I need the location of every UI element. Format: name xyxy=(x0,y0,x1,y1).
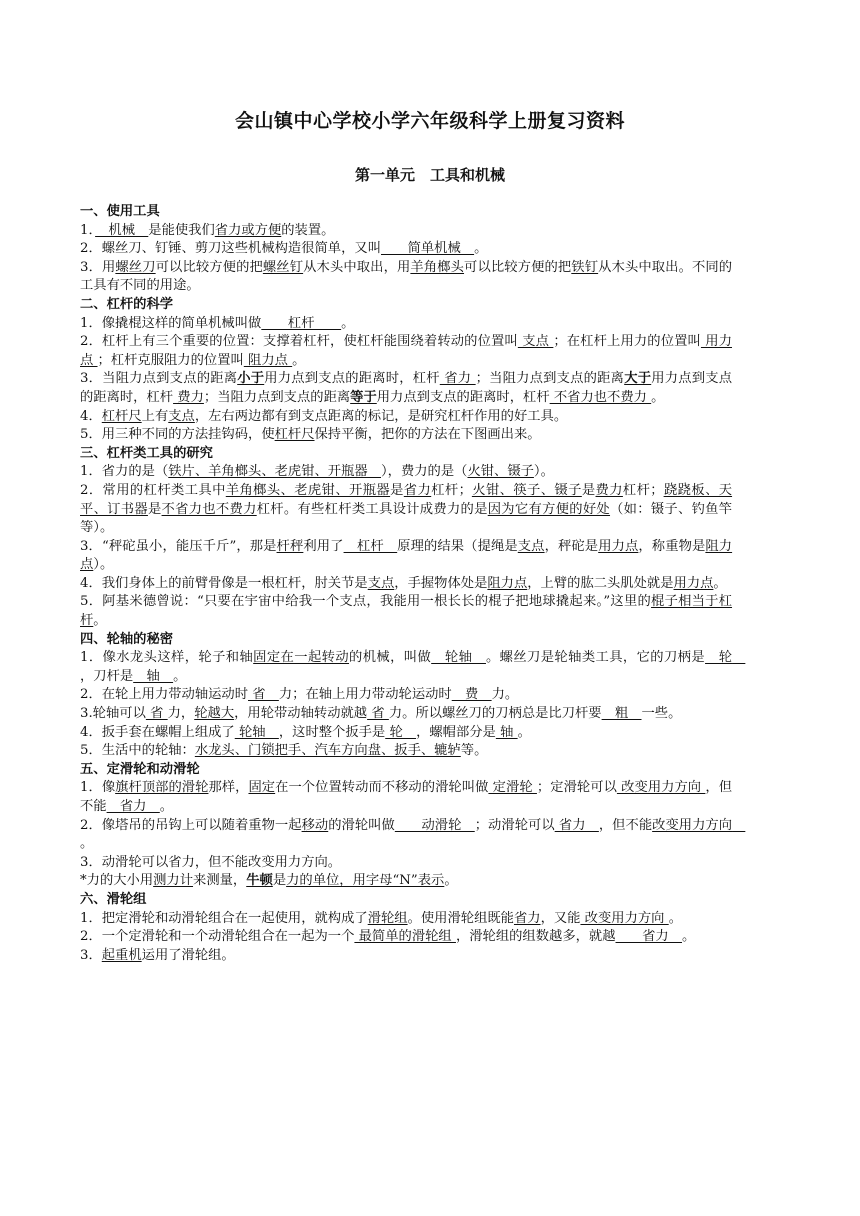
section-paragraph xyxy=(80,742,732,761)
answer-text: 旗杆顶部的滑轮 xyxy=(115,780,209,796)
section-paragraph xyxy=(80,779,732,816)
text-run: ，刀杆是 xyxy=(80,668,134,684)
text-run: 1．省力的是（ xyxy=(80,464,169,480)
text-run: 。 xyxy=(444,873,458,889)
text-run: ，上臂的肱二头肌处就是 xyxy=(527,575,674,591)
section-heading: 一、使用工具 xyxy=(80,204,160,219)
answer-text: 粗 xyxy=(601,706,642,722)
answer-text: 省力 xyxy=(106,799,160,814)
answer-text: 固定在一起转动 xyxy=(253,650,350,666)
text-run: 。 xyxy=(668,910,682,926)
text-run: 运用了滑轮组。 xyxy=(141,947,235,963)
answer-text: 轮越大 xyxy=(194,706,235,722)
text-run: （如：镊子、钓鱼竿等）。 xyxy=(80,501,733,536)
answer-text: 省 xyxy=(145,706,168,722)
section-paragraph xyxy=(80,817,746,854)
answer-text: 火钳、筷子、镊子 xyxy=(471,482,582,498)
text-run: ，又能 xyxy=(540,910,581,926)
text-run: ，但不能 xyxy=(80,780,733,814)
page-title: 会山镇中心学校小学六年级科学上册复习资料 xyxy=(234,110,625,132)
text-run: ；当阻力点到支点的距离 xyxy=(475,371,625,387)
text-run: 的滑轮叫做 xyxy=(328,817,395,833)
text-run: 可以比较方便的把 xyxy=(155,259,263,275)
text-run: 一些。 xyxy=(641,706,682,722)
answer-text: 费力 xyxy=(173,389,204,405)
section-paragraph xyxy=(80,928,732,947)
text-run: 2．像塔吊的吊钩上可以随着重物一起 xyxy=(80,817,302,833)
section-heading: 二、杠杆的科学 xyxy=(80,296,174,312)
answer-text: 杠杆尺 xyxy=(101,408,142,424)
text-run: 2．常用的杠杆类工具中 xyxy=(80,482,226,498)
answer-text: 大于 xyxy=(624,371,652,387)
answer-text: 固定 xyxy=(248,780,276,796)
text-run: 是 xyxy=(147,501,162,517)
answer-text: 铁片、羊角榔头、老虎钳、开瓶器 xyxy=(168,464,381,480)
answer-text: 不省力也不费力 xyxy=(161,501,257,517)
answer-text: 起重机 xyxy=(101,947,142,963)
text-run: 的装置。 xyxy=(281,222,335,238)
section-heading: 六、滑轮组 xyxy=(80,891,147,907)
text-run: 杠杆； xyxy=(431,482,472,498)
text-run: 。 xyxy=(159,799,174,814)
text-run: 那样， xyxy=(208,780,249,796)
text-run: 从木头中取出。不同的工具有不同的用途。 xyxy=(80,259,733,294)
text-run: 。 xyxy=(341,315,355,331)
text-run: 等。 xyxy=(460,743,488,759)
text-run: 力。所以螺丝刀的刀柄总是比刀杆要 xyxy=(388,706,602,722)
answer-text: 铁钉 xyxy=(571,259,599,275)
section-paragraph xyxy=(80,222,732,241)
text-run: ，用轮带动轴转动就越 xyxy=(234,706,368,722)
text-run: 1．像水龙头这样，轮子和轴 xyxy=(80,650,254,666)
answer-text: 用力点 xyxy=(673,575,714,591)
answer-text: 轮轴 xyxy=(431,650,486,666)
answer-text: 羊角榔头 xyxy=(410,259,465,275)
answer-text: 小于 xyxy=(237,371,265,387)
text-run: ，螺帽部分是 xyxy=(416,724,496,740)
text-run: 。使用滑轮组既能 xyxy=(407,910,514,926)
text-run: 4．我们身体上的前臂骨像是一根杠杆，肘关节是 xyxy=(80,575,368,591)
text-run: 4． xyxy=(80,408,102,424)
section-paragraph xyxy=(80,575,732,594)
answer-text: 省力或方便 xyxy=(214,222,282,238)
answer-text: 跷跷板、天平、订书器 xyxy=(80,482,733,517)
answer-text: 省 xyxy=(367,706,389,722)
section-paragraph xyxy=(80,259,732,296)
text-run: 2．在轮上用力带动轴运动时 xyxy=(80,687,249,703)
section-paragraph xyxy=(80,463,732,482)
answer-text: 机械 xyxy=(95,222,149,238)
section-paragraph xyxy=(80,482,732,538)
answer-text: 支点 xyxy=(517,538,545,554)
text-run: 利用了 xyxy=(303,538,344,554)
answer-text: 滑轮组 xyxy=(367,910,408,926)
section-heading: 五、定滑轮和动滑轮 xyxy=(80,761,200,777)
answer-text: 阻力点 xyxy=(80,538,733,573)
text-run: ）。 xyxy=(533,464,554,480)
section-paragraph xyxy=(80,910,732,929)
section-paragraph xyxy=(80,854,732,873)
text-run: ，称重物是 xyxy=(638,538,706,554)
text-run: 1．像撬棍这样的简单机械叫做 xyxy=(80,315,262,331)
section-paragraph xyxy=(80,370,732,407)
answer-text: 用力点 xyxy=(80,334,732,368)
text-run: 。 xyxy=(474,241,488,257)
text-run: 来测量， xyxy=(193,873,247,889)
text-run: ）。 xyxy=(93,557,114,573)
text-run: 3.轮轴可以 xyxy=(80,706,146,722)
section-paragraph xyxy=(80,240,732,259)
answer-text: 省 xyxy=(248,687,279,703)
text-run: 是 xyxy=(581,482,596,498)
answer-text: 等于 xyxy=(350,389,377,405)
unit-title: 第一单元 工具和机械 xyxy=(354,166,505,184)
answer-text: 支点 xyxy=(367,575,395,591)
section-paragraph xyxy=(80,872,732,891)
answer-text: 支点 xyxy=(517,334,554,350)
text-run: 1． xyxy=(80,222,96,238)
answer-text: 改变用力方向 xyxy=(652,817,746,833)
text-run: 用力点到支点的距离时，杠杆 xyxy=(264,371,440,387)
section-paragraph xyxy=(80,426,732,445)
text-run: 原理的结果（提绳是 xyxy=(397,538,518,554)
text-run: ，但不能 xyxy=(598,817,653,833)
answer-text: 因为它有方便的好处 xyxy=(487,501,611,517)
section-paragraph xyxy=(80,593,732,630)
text-run: 上有 xyxy=(141,408,169,424)
answer-text: 轴 xyxy=(133,668,174,684)
text-run: 力；在轴上用力带动轮运动时 xyxy=(278,687,452,703)
text-run: 。 xyxy=(292,352,306,368)
text-run: 。螺丝刀是轮轴类工具，它的刀柄是 xyxy=(485,650,706,666)
text-run: 5．用三种不同的方法挂钩码，使 xyxy=(80,427,275,443)
text-run: ），费力的是（ xyxy=(381,464,468,480)
text-run: 5．阿基米德曾说：“只要在宇宙中给我一个支点，我能用一根长长的棍子把地球撬起来。”这里的 xyxy=(80,594,652,610)
answer-text: 不省力也不费力 xyxy=(549,389,652,405)
answer-text: 棍子相当于杠杆 xyxy=(80,594,733,629)
answer-text: 省力 xyxy=(513,910,541,926)
section-paragraph xyxy=(80,705,732,724)
section-paragraph xyxy=(80,686,732,705)
text-run: 力。 xyxy=(491,687,519,703)
text-run: 。 xyxy=(93,613,107,629)
answer-text: 定滑轮 xyxy=(488,780,537,796)
answer-text: 阻力点 xyxy=(243,352,293,368)
text-run: 3．用 xyxy=(80,259,116,275)
text-run: 3．当阻力点到支点的距离 xyxy=(80,371,238,387)
text-run: 。 xyxy=(173,668,187,684)
answer-text: 螺丝刀 xyxy=(115,259,156,275)
text-run: 5．生活中的轮轴： xyxy=(80,743,195,759)
text-run: ；动滑轮可以 xyxy=(474,817,555,833)
text-run: ，左右两边都有到支点距离的标记，是研究杠杆作用的好工具。 xyxy=(194,408,568,424)
text-run: 可以比较方便的把 xyxy=(464,259,572,275)
text-run: 用力点到支点的距离时，杠杆 xyxy=(80,371,733,405)
answer-text: 轮 xyxy=(705,650,746,666)
answer-text: 螺丝钉 xyxy=(262,259,304,275)
answer-text: 阻力点 xyxy=(487,575,528,591)
answer-text: 省力 xyxy=(439,371,476,387)
section-paragraph xyxy=(80,315,732,334)
answer-text: 力的单位，用字母“N”表示 xyxy=(286,873,445,889)
answer-text: 支点 xyxy=(168,408,195,424)
answer-text: 动滑轮 xyxy=(394,817,475,833)
section-paragraph xyxy=(80,947,732,966)
section-paragraph xyxy=(80,408,732,427)
text-run: 力， xyxy=(167,706,195,722)
text-run: ，这时整个扳手是 xyxy=(278,724,386,740)
answer-text: 改变用力方向 xyxy=(580,910,669,926)
answer-text: 水龙头、门锁把手、汽车方向盘、扳手、辘轳 xyxy=(194,743,461,759)
text-run: 3．动滑轮可以省力，但不能改变用力方向。 xyxy=(80,854,342,870)
text-run: 。 xyxy=(651,389,665,405)
document-body xyxy=(80,203,746,965)
answer-text: 轮轴 xyxy=(234,724,279,740)
text-run: 1．像 xyxy=(80,780,116,796)
answer-text: 杠杆 xyxy=(343,538,398,554)
section-heading: 三、杠杆类工具的研究 xyxy=(80,445,213,461)
text-run: 是 xyxy=(390,482,404,498)
answer-text: 杆秤 xyxy=(276,538,304,554)
answer-text: 轴 xyxy=(495,724,518,740)
text-run: 保持平衡，把你的方法在下图画出来。 xyxy=(314,427,541,443)
text-run: ，滑轮组的组数越多，就越 xyxy=(455,929,616,945)
section-heading: 四、轮轴的秘密 xyxy=(80,631,174,647)
answer-text: 羊角榔头、老虎钳、开瓶器 xyxy=(225,482,391,498)
text-run: ；在杠杆上用力的位置叫 xyxy=(553,334,701,350)
answer-text: 省力 xyxy=(554,817,599,833)
section-paragraph xyxy=(80,538,732,575)
text-run: ，秤砣是 xyxy=(544,538,599,554)
text-run: 2．一个定滑轮和一个动滑轮组合在一起为一个 xyxy=(80,929,355,945)
answer-text: 费 xyxy=(451,687,492,703)
text-run: 3． xyxy=(80,947,102,963)
text-run: 的机械，叫做 xyxy=(349,650,432,666)
text-run: 4．扳手套在螺帽上组成了 xyxy=(80,724,235,740)
answer-text: 杠杆尺 xyxy=(274,427,315,443)
text-run: 3．“秤砣虽小，能压千斤”，那是 xyxy=(80,538,277,554)
text-run: 从木头中取出，用 xyxy=(303,259,411,275)
text-run: 用力点到支点的距离时，杠杆 xyxy=(376,389,550,405)
text-run: ，手握物体处是 xyxy=(394,575,488,591)
answer-text: 省力 xyxy=(403,482,432,498)
answer-text: 费力 xyxy=(595,482,623,498)
text-run: 1．把定滑轮和动滑轮组合在一起使用，就构成了 xyxy=(80,910,368,926)
section-paragraph xyxy=(80,724,732,743)
text-run: 是能使我们 xyxy=(148,222,215,238)
text-run: 。 xyxy=(682,929,696,945)
text-run: 。 xyxy=(517,724,531,740)
text-run: ；杠杆克服阻力的位置叫 xyxy=(97,352,244,368)
text-run: *力的大小用 xyxy=(80,873,154,889)
text-run: ；定滑轮可以 xyxy=(536,780,617,796)
answer-text: 省力 xyxy=(615,929,682,945)
answer-text: 移动 xyxy=(301,817,329,833)
section-paragraph xyxy=(80,333,732,370)
text-run: 杠杆。有些杠杆类工具设计成费力的是 xyxy=(256,501,488,517)
text-run: 杠杆； xyxy=(622,482,664,498)
answer-text: 轮 xyxy=(385,724,417,740)
text-run: 。 xyxy=(80,836,94,852)
answer-text: 火钳、镊子 xyxy=(467,464,534,480)
answer-text: 杠杆 xyxy=(261,315,342,331)
answer-text: 改变用力方向 xyxy=(616,780,706,796)
answer-text: 用力点 xyxy=(598,538,639,554)
answer-text: 简单机械 xyxy=(381,241,475,257)
answer-text: 测力计 xyxy=(153,873,194,889)
text-run: ；当阻力点到支点的距离 xyxy=(203,389,351,405)
text-run: 2．杠杆上有三个重要的位置：支撑着杠杆，使杠杆能围绕着转动的位置叫 xyxy=(80,334,518,350)
text-run: 。 xyxy=(713,575,727,591)
answer-text: 牛顿 xyxy=(246,873,273,889)
text-run: 2．螺丝刀、钉锤、剪刀这些机械构造很简单，又叫 xyxy=(80,241,381,257)
text-run: 在一个位置转动而不移动的滑轮叫做 xyxy=(275,780,489,796)
text-run: 是 xyxy=(272,873,287,889)
answer-text: 最简单的滑轮组 xyxy=(354,929,456,945)
section-paragraph xyxy=(80,649,746,686)
